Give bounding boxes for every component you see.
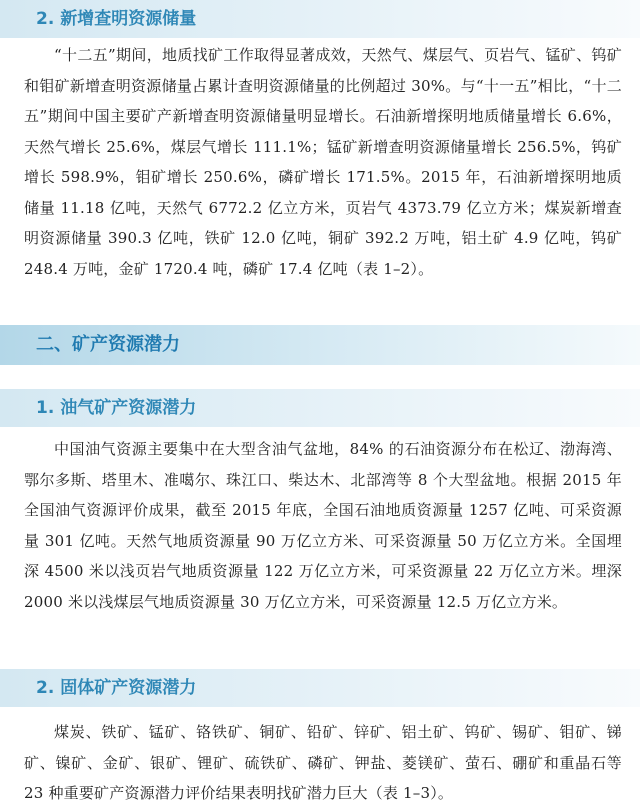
heading-oil-gas-potential: 1. 油气矿产资源潜力 [0, 389, 640, 427]
heading-new-reserves: 2. 新增查明资源储量 [0, 0, 640, 38]
heading-mineral-potential: 二、矿产资源潜力 [0, 325, 640, 365]
paragraph-solid-mineral-potential: 煤炭、铁矿、锰矿、铬铁矿、铜矿、铅矿、锌矿、铝土矿、钨矿、锡矿、钼矿、锑矿、镍矿、金矿、银矿、锂矿、硫铁矿、磷矿、钾盐、菱镁矿、萤石、硼矿和重晶石等 23 种重要矿产资源潜力评价结果表明找矿潜力巨大（表 1–3）。 [24, 723, 622, 802]
paragraph-new-reserves: “十二五”期间，地质找矿工作取得显著成效，天然气、煤层气、页岩气、锰矿、钨矿和钼矿新增查明资源储量占累计查明资源储量的比例超过 30%。与“十一五”相比，“十二五”期间中国主要矿产新增查明资源储量明显增长。石油新增探明地质储量增长 6.6%，天然气增长 25.6%，煤层气增长 111.1%；锰矿新增查明资源储量增长 256.5%，钨矿增长 598.9%，钼矿增长 250.6%，磷矿增长 171.5%。2015 年，石油新增探明地质储量 11.18 亿吨，天然气 6772.2 亿立方米，页岩气 4373.79 亿立方米；煤炭新增查明资源储量 390.3 亿吨，铁矿 12.0 亿吨，铜矿 392.2 万吨，铝土矿 4.9 亿吨，钨矿 248.4 万吨，金矿 1720.4 吨，磷矿 17.4 亿吨（表 1–2）。 [24, 46, 622, 278]
heading-solid-mineral-potential: 2. 固体矿产资源潜力 [0, 669, 640, 707]
paragraph-oil-gas-potential: 中国油气资源主要集中在大型含油气盆地，84% 的石油资源分布在松辽、渤海湾、鄂尔多斯、塔里木、准噶尔、珠江口、柴达木、北部湾等 8 个大型盆地。根据 2015 年全国油气资源评价成果，截至 2015 年底，全国石油地质资源量 1257 亿吨、可采资源量 301 亿吨。天然气地质资源量 90 万亿立方米、可采资源量 50 万亿立方米。全国埋深 4500 米以浅页岩气地质资源量 122 万亿立方米，可采资源量 22 万亿立方米。埋深 2000 米以浅煤层气地质资源量 30 万亿立方米，可采资源量 12.5 万亿立方米。 [24, 440, 622, 611]
